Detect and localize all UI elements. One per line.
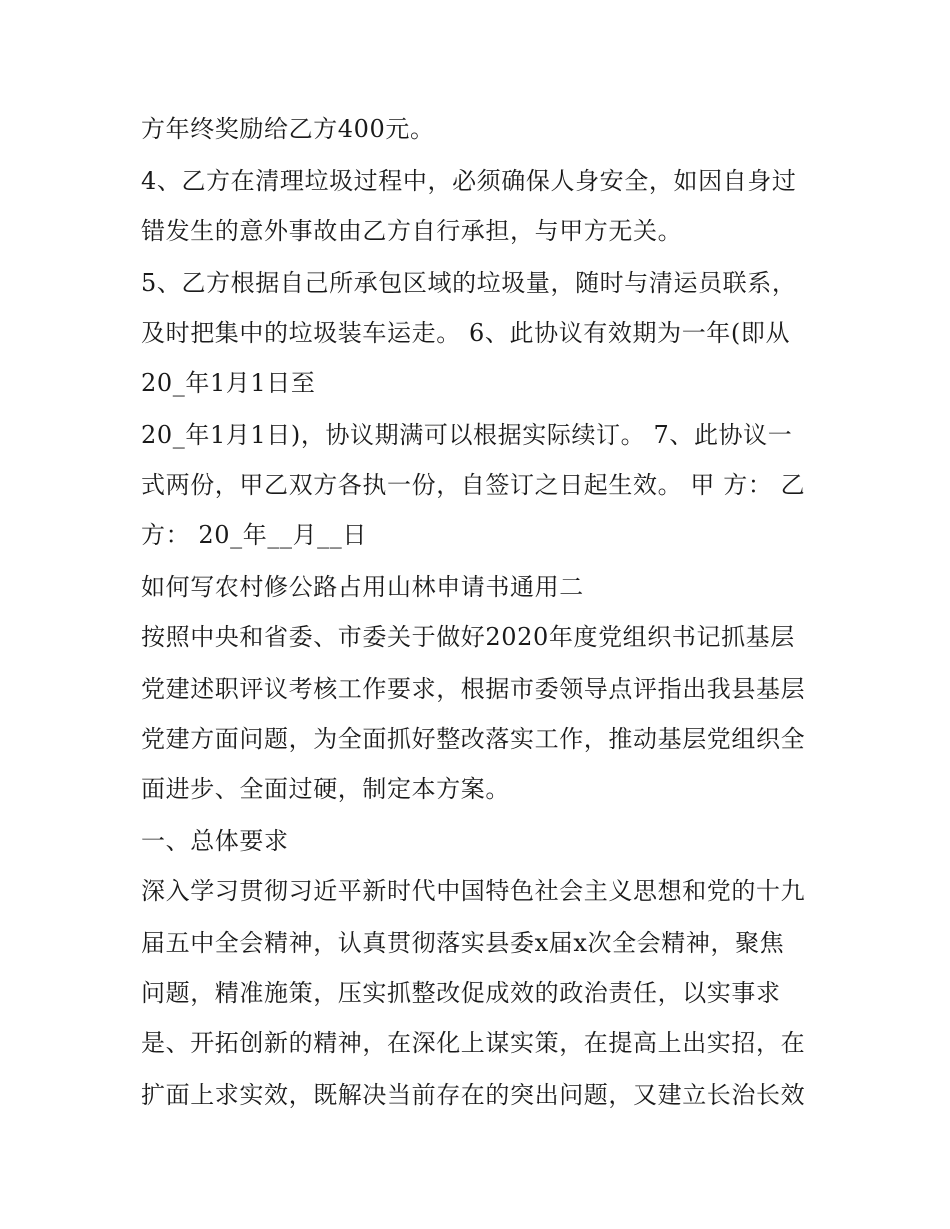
text-line: 4、乙方在清理垃圾过程中，必须确保人身安全，如因自身过 xyxy=(141,167,797,195)
section-title: 如何写农村修公路占用山林申请书通用二 xyxy=(141,573,584,601)
text-line: 20_年1月1日)，协议期满可以根据实际续订。 7、此协议一 xyxy=(141,421,793,449)
text-line: 面进步、全面过硬，制定本方案。 xyxy=(141,775,510,803)
text-line: 党建方面问题，为全面抓好整改落实工作，推动基层党组织全 xyxy=(141,725,806,753)
text-line: 及时把集中的垃圾装车运走。 6、此协议有效期为一年(即从 xyxy=(141,319,791,347)
text-line: 方年终奖励给乙方400元。 xyxy=(141,115,435,143)
text-line: 届五中全会精神，认真贯彻落实县委x届x次全会精神，聚焦 xyxy=(141,929,785,957)
text-line: 5、乙方根据自己所承包区域的垃圾量，随时与清运员联系， xyxy=(141,269,797,297)
text-line: 问题，精准施策，压实抓整改促成效的政治责任，以实事求 xyxy=(141,979,781,1007)
text-line: 深入学习贯彻习近平新时代中国特色社会主义思想和党的十九 xyxy=(141,877,806,905)
text-line: 式两份，甲乙双方各执一份，自签订之日起生效。 甲 方： 乙 xyxy=(141,471,806,499)
text-line: 方： 20_年__月__日 xyxy=(141,521,367,549)
text-line: 扩面上求实效，既解决当前存在的突出问题，又建立长治长效 xyxy=(141,1081,806,1109)
section-heading: 一、总体要求 xyxy=(141,827,289,855)
text-line: 错发生的意外事故由乙方自行承担，与甲方无关。 xyxy=(141,217,683,245)
text-line: 党建述职评议考核工作要求，根据市委领导点评指出我县基层 xyxy=(141,675,806,703)
text-line: 按照中央和省委、市委关于做好2020年度党组织书记抓基层 xyxy=(141,623,795,651)
text-line: 是、开拓创新的精神，在深化上谋实策，在提高上出实招，在 xyxy=(141,1029,806,1057)
text-line: 20_年1月1日至 xyxy=(141,369,316,397)
